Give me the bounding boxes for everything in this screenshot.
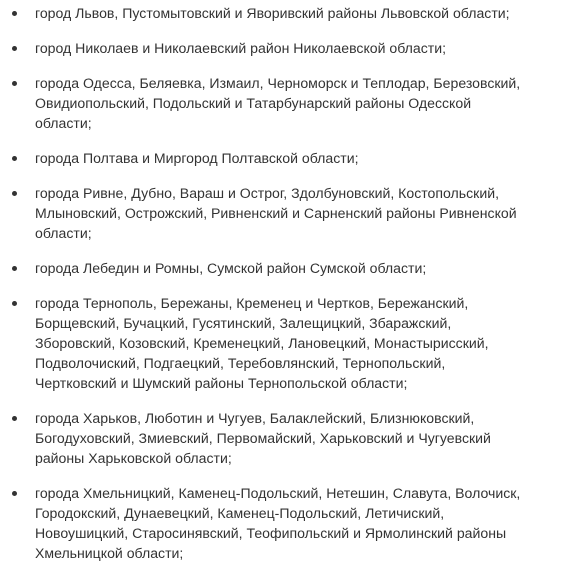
text-line: города Хмельницкий, Каменец-Подольский, Нетешин, Славута, Волочиск, (35, 485, 521, 501)
bullet-icon (12, 11, 17, 16)
list-item-text (35, 293, 575, 393)
text-line: города Тернополь, Бережаны, Кременец и Чертков, Бережанский, (35, 295, 469, 311)
text-line: Зборовский, Козовский, Кременецкий, Лановецкий, Монастырисский, (35, 335, 489, 351)
bullet-icon (12, 81, 17, 86)
bullet-icon (12, 266, 17, 271)
list-item-text (35, 483, 575, 563)
text-line: Хмельницкой области; (35, 545, 184, 561)
text-line: Млыновский, Острожский, Ривненский и Сарненский районы Ривненской (35, 205, 517, 221)
list-item-text (35, 183, 575, 243)
text-line: Городокский, Дунаевецкий, Каменец-Подольский, Летичиский, (35, 505, 445, 521)
list-item-text (35, 3, 575, 23)
text-line: Чертковский и Шумский районы Тернопольской области; (35, 375, 408, 391)
text-line: Новоушицкий, Старосинявский, Теофипольский и Ярмолинский районы (35, 525, 507, 541)
text-line: Подволочиский, Подгаецкий, Теребовлянский, Тернопольский, (35, 355, 446, 371)
bullet-icon (12, 46, 17, 51)
list-item-text (35, 408, 575, 468)
text-line: Богодуховский, Змиевский, Первомайский, Харьковский и Чугуевский (35, 430, 491, 446)
bullet-icon (12, 191, 17, 196)
text-line: районы Харьковской области; (35, 450, 232, 466)
text-line: области; (35, 115, 92, 131)
text-line: город Львов, Пустомытовский и Яворивский районы Львовской области; (35, 5, 510, 21)
text-line: области; (35, 225, 92, 241)
bullet-icon (12, 491, 17, 496)
bullet-icon (12, 156, 17, 161)
list-item-text (35, 73, 575, 133)
text-line: города Лебедин и Ромны, Сумской район Сумской области; (35, 260, 427, 276)
bullet-icon (12, 301, 17, 306)
list-item-text (35, 148, 575, 168)
text-line: города Ривне, Дубно, Вараш и Острог, Здолбуновский, Костопольский, (35, 185, 499, 201)
text-line: города Полтава и Миргород Полтавской области; (35, 150, 359, 166)
text-line: Борщевский, Бучацкий, Гусятинский, Залещицкий, Збаражский, (35, 315, 452, 331)
text-line: города Харьков, Люботин и Чугуев, Балаклейский, Близнюковский, (35, 410, 475, 426)
list-item-text (35, 38, 575, 58)
bullet-icon (12, 416, 17, 421)
text-line: город Николаев и Николаевский район Николаевской области; (35, 40, 447, 56)
text-line: города Одесса, Беляевка, Измаил, Черноморск и Теплодар, Березовский, (35, 75, 521, 91)
text-line: Овидиопольский, Подольский и Татарбунарский районы Одесской (35, 95, 472, 111)
list-item-text (35, 258, 575, 278)
